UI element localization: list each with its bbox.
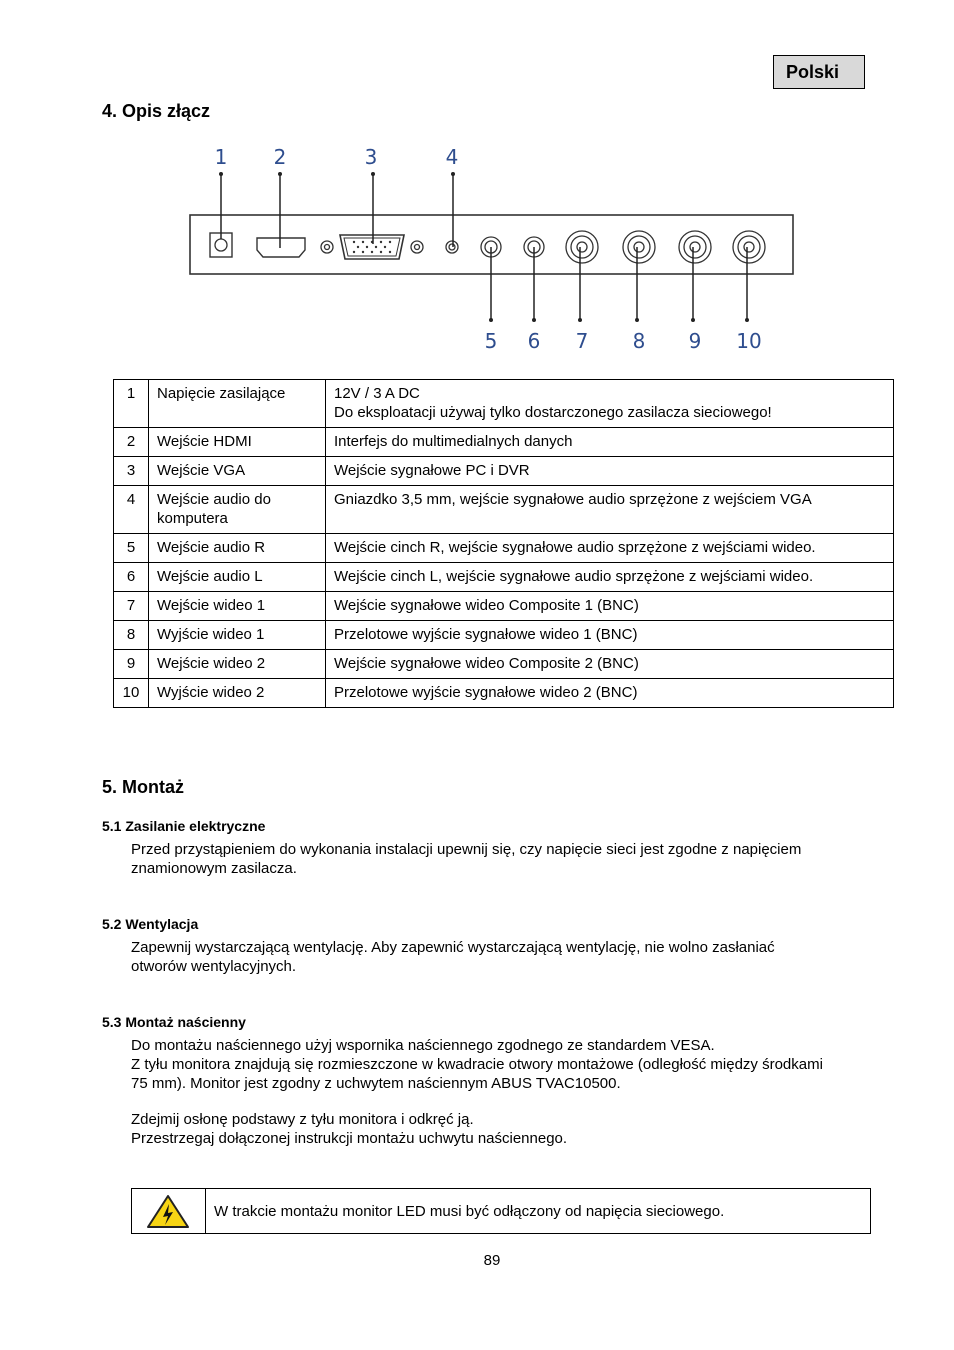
connector-panel-diagram bbox=[180, 140, 810, 360]
connector-name: Wejście audio R bbox=[149, 534, 326, 563]
connector-name: Wejście VGA bbox=[149, 457, 326, 486]
connector-name: Wyjście wideo 1 bbox=[149, 621, 326, 650]
description-line: Wejście sygnałowe wideo Composite 1 (BNC) bbox=[334, 597, 639, 614]
connector-number: 7 bbox=[114, 592, 149, 621]
diagram-label-4: 4 bbox=[445, 145, 459, 169]
high-voltage-warning-icon bbox=[132, 1189, 205, 1233]
description-line: Wejście cinch L, wejście sygnałowe audio sprzężone z wejściami wideo. bbox=[334, 568, 814, 585]
subsection-5-1-title: 5.1 Zasilanie elektryczne bbox=[102, 818, 266, 834]
warning-text: W trakcie montażu monitor LED musi być odłączony od napięcia sieciowego. bbox=[214, 1203, 725, 1220]
diagram-label-9: 9 bbox=[688, 329, 702, 353]
connector-description bbox=[326, 428, 894, 457]
subsection-5-2-title: 5.2 Wentylacja bbox=[102, 916, 199, 932]
connector-number: 6 bbox=[114, 563, 149, 592]
subsection-5-1-text: Przed przystąpieniem do wykonania instalacji upewnij się, czy napięcie sieci jest zgodne z napięciem znamionowym zasilacza. bbox=[131, 841, 802, 877]
connector-number: 4 bbox=[114, 486, 149, 534]
connector-number: 2 bbox=[114, 428, 149, 457]
connector-description bbox=[326, 486, 894, 534]
connector-number: 3 bbox=[114, 457, 149, 486]
connector-description bbox=[326, 534, 894, 563]
connector-name: Wyjście wideo 2 bbox=[149, 679, 326, 708]
subsection-5-2-text: Zapewnij wystarczającą wentylację. Aby zapewnić wystarczającą wentylację, nie wolno zasłaniać otworów wentylacyjnych. bbox=[131, 939, 775, 975]
description-line: Wejście sygnałowe wideo Composite 2 (BNC) bbox=[334, 655, 639, 672]
diagram-label-3: 3 bbox=[364, 145, 378, 169]
page-number: 89 bbox=[483, 1252, 501, 1269]
table-row bbox=[114, 428, 894, 457]
connector-number: 10 bbox=[114, 679, 149, 708]
table-row bbox=[114, 380, 894, 428]
table-row bbox=[114, 621, 894, 650]
diagram-label-1: 1 bbox=[214, 145, 228, 169]
table-row bbox=[114, 650, 894, 679]
connector-name: Wejście wideo 1 bbox=[149, 592, 326, 621]
table-row bbox=[114, 563, 894, 592]
subsection-5-3-text: Do montażu naściennego użyj wspornika naściennego zgodnego ze standardem VESA. Z tyłu monitora znajdują się rozmieszczone w kwadracie otwory montażowe (odległość między środkami 75 mm). Monitor jest zgodny z uchwytem naściennym ABUS TVAC10500. bbox=[131, 1037, 823, 1092]
connector-name: Wejście audio do komputera bbox=[149, 486, 326, 534]
connector-description bbox=[326, 457, 894, 486]
table-row bbox=[114, 457, 894, 486]
connector-number: 9 bbox=[114, 650, 149, 679]
connector-description bbox=[326, 621, 894, 650]
diagram-label-7: 7 bbox=[575, 329, 589, 353]
connector-name: Wejście wideo 2 bbox=[149, 650, 326, 679]
subsection-5-3-instructions: Zdejmij osłonę podstawy z tyłu monitora i odkręć ją. Przestrzegaj dołączonej instrukcji montażu uchwytu naściennego. bbox=[131, 1111, 568, 1147]
table-row bbox=[114, 534, 894, 563]
connector-name: Wejście audio L bbox=[149, 563, 326, 592]
description-line: Gniazdko 3,5 mm, wejście sygnałowe audio sprzężone z wejściem VGA bbox=[334, 491, 812, 508]
diagram-label-2: 2 bbox=[273, 145, 287, 169]
description-line: 12V / 3 A DC bbox=[334, 385, 420, 402]
section-5-title: 5. Montaż bbox=[102, 777, 185, 797]
connector-description bbox=[326, 650, 894, 679]
connector-number: 5 bbox=[114, 534, 149, 563]
connector-name: Wejście HDMI bbox=[149, 428, 326, 457]
connector-description bbox=[326, 563, 894, 592]
diagram-label-5: 5 bbox=[484, 329, 498, 353]
connector-table bbox=[113, 379, 894, 708]
connector-number: 8 bbox=[114, 621, 149, 650]
connector-description bbox=[326, 679, 894, 708]
connector-name: Napięcie zasilające bbox=[149, 380, 326, 428]
table-row bbox=[114, 679, 894, 708]
description-line: Przelotowe wyjście sygnałowe wideo 2 (BNC) bbox=[334, 684, 638, 701]
connector-description bbox=[326, 592, 894, 621]
connector-description bbox=[326, 380, 894, 428]
diagram-label-10: 10 bbox=[736, 329, 762, 353]
warning-box bbox=[131, 1188, 871, 1234]
diagram-label-8: 8 bbox=[632, 329, 646, 353]
description-line: Wejście sygnałowe PC i DVR bbox=[334, 462, 530, 479]
description-line: Interfejs do multimedialnych danych bbox=[334, 433, 573, 450]
description-line: Wejście cinch R, wejście sygnałowe audio sprzężone z wejściami wideo. bbox=[334, 539, 816, 556]
connector-number: 1 bbox=[114, 380, 149, 428]
description-line: Przelotowe wyjście sygnałowe wideo 1 (BNC) bbox=[334, 626, 638, 643]
description-line: Do eksploatacji używaj tylko dostarczonego zasilacza sieciowego! bbox=[334, 404, 772, 421]
subsection-5-3-title: 5.3 Montaż naścienny bbox=[102, 1014, 246, 1030]
table-row bbox=[114, 592, 894, 621]
language-tab: Polski bbox=[773, 55, 865, 89]
diagram-label-6: 6 bbox=[527, 329, 541, 353]
section-4-title: 4. Opis złącz bbox=[102, 101, 211, 121]
table-row bbox=[114, 486, 894, 534]
